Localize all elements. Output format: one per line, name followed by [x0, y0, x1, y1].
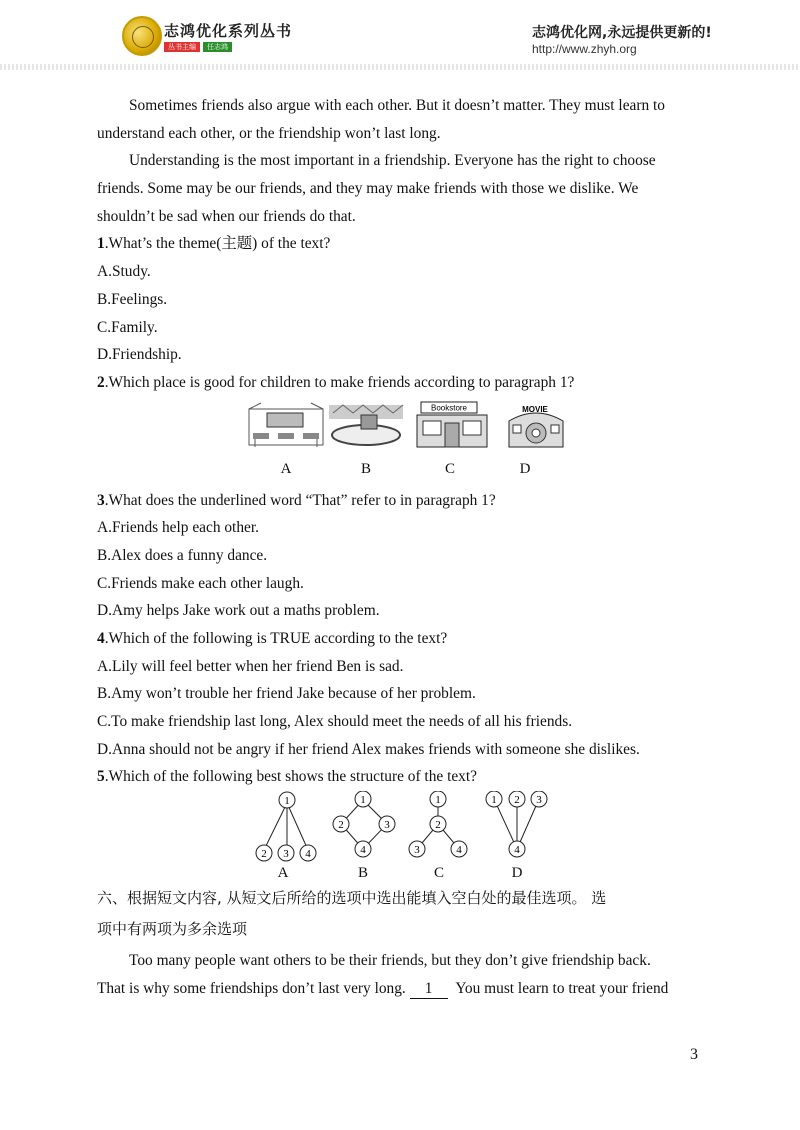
structure-diagram-c	[407, 791, 479, 865]
diagram-node-label: 3	[414, 844, 420, 857]
diagram-node-label: 1	[284, 795, 290, 808]
question-text: .Which place is good for children to make friends according to paragraph 1?	[104, 373, 575, 391]
picture-label: B	[360, 460, 371, 477]
diagram-node-label: 3	[536, 794, 542, 807]
question-text: .Which of the following best shows the structure of the text?	[104, 768, 477, 786]
diagram-node-label: 4	[456, 844, 462, 857]
passage-line: shouldn’t be sad when our friends do that.	[97, 207, 356, 225]
question-number: 1	[97, 235, 105, 253]
question-1	[97, 230, 707, 258]
option: A.Lily will feel better when her friend Ben is sad.	[97, 657, 404, 675]
blank-1: 1	[410, 980, 448, 999]
diagram-node-label: 3	[384, 819, 390, 832]
header-slogan: 志鸿优化网,永远提供更新的!	[532, 25, 712, 41]
question-number: 5	[97, 768, 105, 786]
picture-label: C	[444, 460, 455, 477]
bookstore-picture	[413, 401, 491, 449]
page-content	[97, 92, 707, 1003]
bookstore-sign: Bookstore	[430, 403, 468, 413]
page-number: 3	[690, 1046, 698, 1063]
section-6-title-cont: 项中有两项为多余选项	[97, 920, 248, 939]
question-text: .What’s the theme(主题) of the text?	[104, 235, 331, 253]
picture-label: A	[280, 460, 292, 477]
cinema-picture	[497, 401, 575, 449]
header-divider	[0, 64, 800, 70]
brand-tag-editor: 丛书主编	[164, 42, 200, 52]
diagram-label: D	[511, 865, 523, 882]
brand-title: 志鸿优化系列丛书	[164, 22, 293, 40]
option: A.Friends help each other.	[97, 519, 259, 537]
diagram-node-label: 2	[261, 848, 267, 861]
brand-tag-name: 任志鸿	[203, 42, 232, 52]
question-5	[97, 763, 707, 791]
passage-line: understand each other, or the friendship won’t last long.	[97, 124, 441, 142]
option: C.Family.	[97, 318, 158, 336]
option: D.Amy helps Jake work out a maths problem.	[97, 602, 380, 620]
diagram-node-label: 2	[435, 819, 441, 832]
brand-tags	[164, 42, 232, 52]
option: D.Friendship.	[97, 346, 182, 364]
header-url: http://www.zhyh.org	[532, 42, 637, 56]
question-2	[97, 369, 707, 397]
diagram-node-label: 4	[514, 844, 520, 857]
diagram-node-label: 2	[338, 819, 344, 832]
diagram-node-label: 1	[435, 794, 441, 807]
option: B.Amy won’t trouble her friend Jake because of her problem.	[97, 685, 476, 703]
passage-line: Understanding is the most important in a friendship. Everyone has the right to choose	[129, 152, 656, 170]
passage-line: Sometimes friends also argue with each other. But it doesn’t matter. They must learn to	[129, 97, 666, 114]
question-3	[97, 487, 707, 515]
diagram-label: A	[277, 865, 289, 882]
question-number: 3	[97, 491, 105, 509]
movie-sign: MOVIE	[522, 404, 548, 414]
option: B.Feelings.	[97, 290, 168, 308]
playground-picture	[327, 401, 405, 449]
question-4	[97, 625, 707, 653]
option: B.Alex does a funny dance.	[97, 546, 268, 564]
question-number: 2	[97, 373, 105, 391]
page-header	[0, 0, 800, 72]
option: C.Friends make each other laugh.	[97, 574, 304, 592]
picture-label: D	[519, 460, 531, 477]
question-text: .What does the underlined word “That” refer to in paragraph 1?	[104, 491, 496, 509]
option: C.To make friendship last long, Alex should meet the needs of all his friends.	[97, 713, 573, 731]
publisher-logo	[122, 16, 162, 56]
question-2-pictures	[97, 397, 707, 487]
section-6-title: 六、根据短文内容, 从短文后所给的选项中选出能填入空白处的最佳选项。 选	[97, 889, 607, 908]
diagram-node-label: 1	[491, 794, 497, 807]
structure-diagram-d	[483, 791, 555, 865]
classroom-picture	[247, 401, 325, 449]
structure-diagram-b	[329, 791, 401, 865]
diagram-node-label: 4	[305, 848, 311, 861]
structure-diagrams	[97, 791, 707, 883]
passage-line: Too many people want others to be their friends, but they don’t give friendship back.	[129, 952, 651, 970]
option: D.Anna should not be angry if her friend Alex makes friends with someone she dislikes.	[97, 740, 640, 758]
diagram-label: C	[433, 865, 444, 882]
passage-text: You must learn to treat your friend	[455, 979, 669, 997]
question-text: .Which of the following is TRUE according to the text?	[104, 630, 448, 647]
option: A.Study.	[97, 263, 151, 281]
structure-diagram-a	[251, 791, 323, 865]
diagram-label: B	[357, 865, 368, 882]
question-number: 4	[97, 630, 105, 647]
passage-line: friends. Some may be our friends, and they may make friends with those we dislike. We	[97, 180, 639, 198]
diagram-node-label: 3	[283, 848, 289, 861]
diagram-node-label: 4	[360, 844, 366, 857]
passage-line	[97, 975, 707, 1003]
passage-text: That is why some friendships don’t last very long.	[97, 979, 406, 997]
diagram-node-label: 1	[360, 794, 366, 807]
diagram-node-label: 2	[514, 794, 520, 807]
